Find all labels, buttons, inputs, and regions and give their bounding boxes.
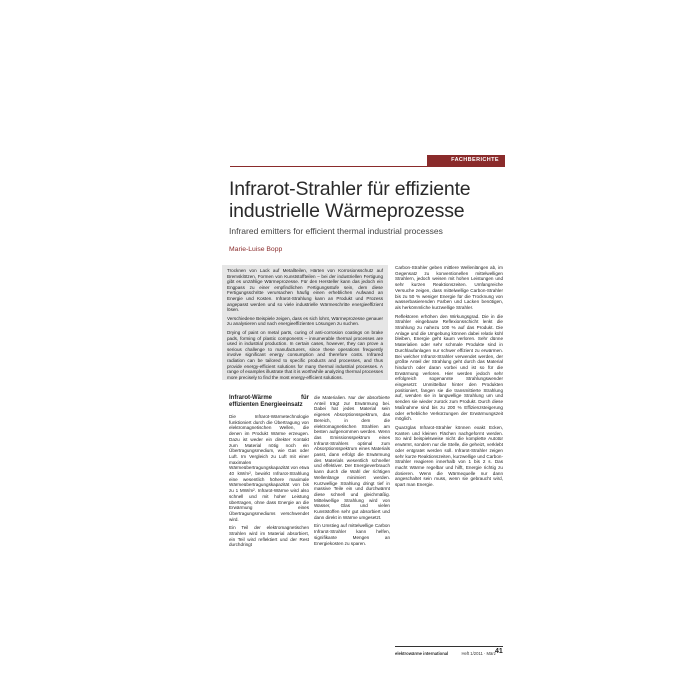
section-tag: FACHBERICHTE bbox=[427, 155, 505, 166]
abstract-en-paragraph: Drying of paint on metal parts, curing of anti-corrosion coatings on brake pads, forming of plastic components – innumerable thermal processes are used in industrial production. In certain cases, however, they can prove a serious challenge to manufacturers, since these operations frequently involve significant energy consumption and therefore costs. Infrared radiation can be tailored to specific products and processes, and thus provide energy-efficient solutions for many thermal industrial processes. A range of examples illustrate that it is worthwhile analyzing thermal processes more precisely to find the most energy-efficient solutions. bbox=[227, 329, 383, 380]
body-paragraph: Die Infrarot-Wärmetechnologie funktioniert durch die Übertragung von elektromagnetischen Wellen, die denen im Produkt Wärme erzeugen. Dazu ist weder ein direkter Kontakt zum Material nötig noch ein Übertragungsmedium, wie Gas oder Luft. Im Vergleich zu Luft mit einer maximalen Wärmeübertragungskapazität von etwa 40 kW/m², bewirkt Infrarot-Strahlung eine wesentlich höhere maximale Wärmeübertragungskapazität von bis zu 1 MW/m². Infrarot-Wärme wird also schnell und mit hoher Leistung übertragen, ohne dass Energie an die Erwärmung eines Übertragungsmediums verschwendet wird. bbox=[229, 414, 309, 522]
body-paragraph: die Materialien. Nur der absorbierte Anteil trägt zur Erwärmung bei. Dabei hat jedes Material sein eigenes Absorptionsspektrum, das Bereich, in dem die elektromagnetischen Strahlen am besten aufgenommen werden. Wenn das Emissionsspektrum eines Infrarot-Strahlers optimal zum Absorptionsspektrum eines Materials passt, dann erfolgt die Erwärmung des Materials wesentlich schneller und effektiver. Der Energieverbrauch kann durch die Wahl der richtigen Wellenlänge minimiert werden. Kurzwellige Strahlung dringt tief in massive Teile ein und durchwärmt diese schnell und gleichmäßig. Mittelwellige Strahlung wird von Wasser, Glas und vielen Kunststoffen sehr gut absorbiert und dann direkt in Wärme umgesetzt. bbox=[314, 395, 390, 520]
body-column-left bbox=[229, 395, 309, 551]
article-author: Marie-Luise Bopp bbox=[229, 246, 283, 253]
article-title: Infrarot-Strahler für effiziente industrielle Wärmeprozesse bbox=[229, 178, 471, 222]
abstract-de-paragraph: Verschiedene Beispiele zeigen, dass es sich lohnt, Wärmeprozesse genauer zu analysieren und nach energieeffizienten Lösungen zu suchen. bbox=[227, 315, 383, 327]
body-paragraph: Ein Umstieg auf mittelwellige Carbon Infrarot-Strahler kann helfen, signifikante Mengen an Energiekosten zu sparen. bbox=[314, 523, 390, 546]
journal-name: elektrowärme international bbox=[395, 651, 449, 656]
body-paragraph: Ein Teil der elektromagnetischen Strahlen wird im Material absorbiert, ein Teil wird reflektiert und der Rest durchdringt bbox=[229, 525, 309, 548]
body-paragraph: Reflektoren erhöhen den Wirkungsgrad. Die in die Strahler eingebaute Reflexionsschicht lenkt die Strahlung zu nahezu 100 % auf das Produkt. Die Anlage und die Umgebung können dabei relativ kühl bleiben, Energie geht kaum verloren. Sehr dünne Materialien oder sehr schmale Produkte sind in Durchlaufanlagen nur schwer effizient zu erwärmen. Bei welcher Infrarot-Strahler verwendet werden, der größte Anteil der Strahlung geht durch das Material hindurch oder daran vorbei und ist so für die Erwärmung verloren. Hier werden jedoch sehr erfolgreich sogenannte Strahlungswender eingesetzt: Unmittelbar hinter den Produkten positioniert, fangen sie die transmittierte Strahlung auf, wenden sie in langwellige Strahlung um und senden sie wieder zurück zum Produkt. Durch diese Maßnahme sind bis zu 200 % Effizienzsteigerung oder erhebliche Verkürzungen der Erwärmungszeit möglich. bbox=[395, 313, 503, 422]
issue-info: Heft 1/2011 · März bbox=[461, 651, 496, 656]
section-divider bbox=[230, 166, 505, 167]
body-column-middle bbox=[314, 395, 390, 549]
body-paragraph: Quarzglas Infrarot-Strahler können exakt Ecken, Kanten und kleinen Flächen nachgeformt werden. So wird beispielsweise nicht die komplette Autotür erwärmt, sondern nur die Stelle, die geheizt, verklebt oder entgratet werden soll. Infrarot-Strahler zeigen sehr kurze Reaktionszeiten, kurzwellige und Carbon-Strahler reagieren innerhalb von 1 bis 2 s. Das macht Wärme regelbar und hilft, Energie richtig zu dosieren. Wenn die Wärmequelle nur dann angeschaltet sein muss, wenn sie gebraucht wird, spart man Energie. bbox=[395, 424, 503, 488]
body-paragraph: Carbon-Strahler geben mittlere Wellenlängen ab, im Gegensatz zu konventionellen mittelwelligen Strahlern, jedoch weisen mit hohen Leistungen und sehr kurzen Reaktionszeiten. Umfangreiche Versuche zeigen, dass mittelwellige Carbon-Strahler bis zu 50 % weniger Energie für die Trocknung von wasserbasierenden Farben und Lacken benötigen, als herkömmliche kurzwellige Strahler. bbox=[395, 265, 503, 310]
abstract-box bbox=[222, 265, 388, 380]
abstract-de-paragraph: Trocknen von Lack auf Metallteilen, Härten von Korrosionsschutz auf Bremsklötzen, Formen von Kunststoffteilen – bei der industriellen Fertigung gibt es unzählige Wärmeprozesse. Für den Hersteller kann das jedoch ein Engpass zu einer empfindlichen Fertigungsstufe sein, dem diese Fertigungsschritte verursachen häufig einen erheblichen Aufwand an Energie und Kosten. Infrarot-Strahlung kann an Produkt und Prozess angepasst werden und so viele industrielle Wärmeschritte energieeffizient lösen. bbox=[227, 268, 383, 313]
article-subtitle: Infrared emitters for efficient thermal industrial processes bbox=[229, 226, 443, 236]
section-heading: Infrarot-Wärme für effizienten Energieeinsatz bbox=[229, 395, 309, 408]
body-column-right bbox=[395, 265, 503, 491]
footer-divider bbox=[395, 646, 503, 647]
page-footer bbox=[395, 649, 503, 659]
page-number: 41 bbox=[495, 648, 503, 655]
